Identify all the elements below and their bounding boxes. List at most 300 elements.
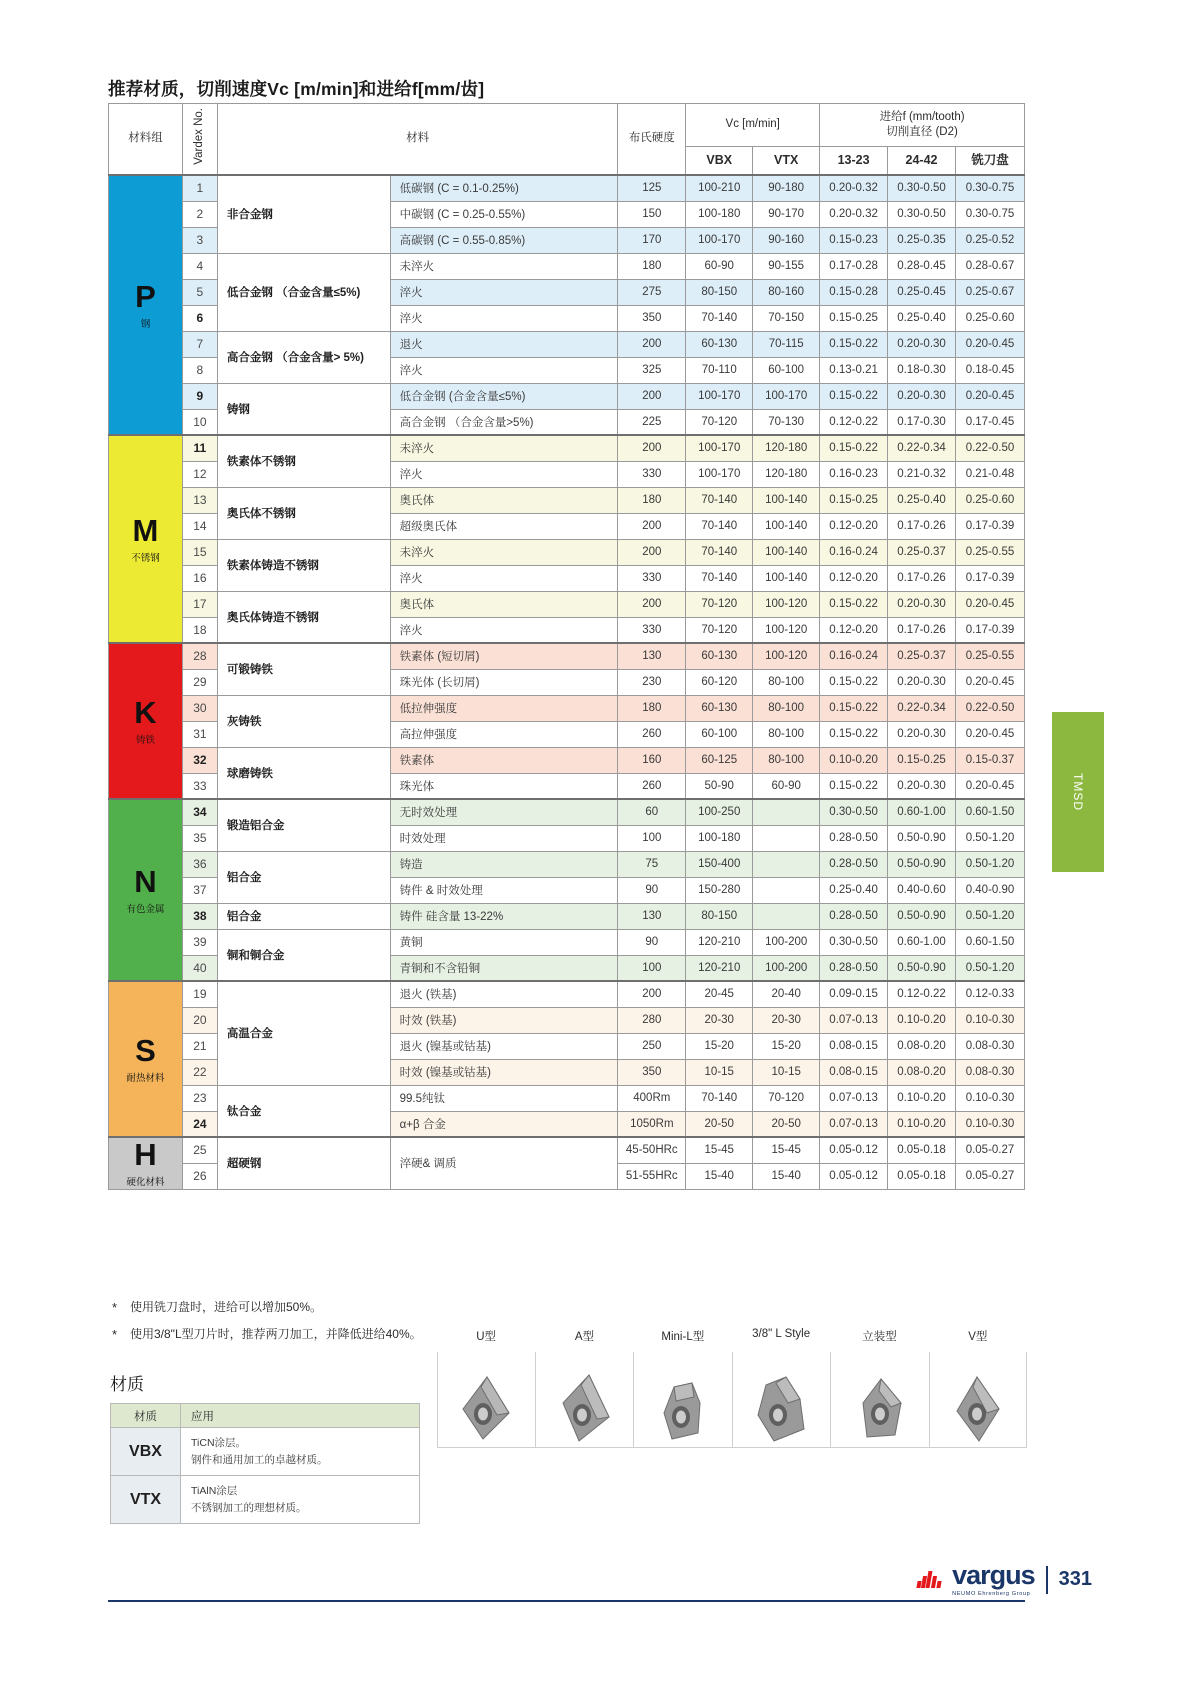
feed-cutter-cell: 0.25-0.67 — [955, 279, 1024, 305]
feed-24-42-cell: 0.10-0.20 — [888, 1085, 956, 1111]
material-family-cell: 低合金钢 （合金含量≤5%) — [217, 253, 390, 331]
vbx-cell: 60-120 — [686, 669, 753, 695]
material-cell: 低合金钢 (合金含量≤5%) — [390, 383, 618, 409]
vtx-cell: 120-180 — [753, 435, 820, 461]
feed-24-42-cell: 0.25-0.45 — [888, 279, 956, 305]
vargus-logo-icon — [917, 1571, 941, 1588]
vtx-cell: 90-170 — [753, 201, 820, 227]
material-family-cell: 铸钢 — [217, 383, 390, 435]
grade-desc-vtx-line1: TiAlN涂层 — [191, 1485, 238, 1498]
feed-24-42-cell: 0.50-0.90 — [888, 825, 956, 851]
feed-24-42-cell: 0.08-0.20 — [888, 1059, 956, 1085]
brand-divider — [1046, 1566, 1048, 1594]
hardness-cell: 275 — [618, 279, 686, 305]
vtx-cell: 70-115 — [753, 331, 820, 357]
vbx-cell: 70-140 — [686, 305, 753, 331]
vtx-cell: 100-140 — [753, 539, 820, 565]
table-row — [109, 1137, 1025, 1163]
header-vtx: VTX — [753, 147, 820, 175]
asterisk-icon: * — [112, 1326, 118, 1342]
vardex-no-cell: 31 — [182, 721, 217, 747]
gallery-label-6: V型 — [968, 1331, 988, 1343]
material-cell: α+β 合金 — [390, 1111, 618, 1137]
hardness-cell: 260 — [618, 773, 686, 799]
material-cell: 退火 — [390, 331, 618, 357]
vtx-cell — [753, 903, 820, 929]
material-family-cell: 球磨铸铁 — [217, 747, 390, 799]
feed-24-42-cell: 0.25-0.40 — [888, 487, 956, 513]
vardex-no-cell: 3 — [182, 227, 217, 253]
page-title: 推荐材质，切削速度Vc [m/min]和进给f[mm/齿] — [108, 79, 485, 99]
material-family-cell: 铝合金 — [217, 903, 390, 929]
vbx-cell: 60-100 — [686, 721, 753, 747]
feed-13-23-cell: 0.12-0.20 — [820, 513, 888, 539]
feed-13-23-cell: 0.13-0.21 — [820, 357, 888, 383]
grade-desc-vtx — [181, 1476, 420, 1524]
vtx-cell: 80-160 — [753, 279, 820, 305]
feed-cutter-cell: 0.17-0.39 — [955, 617, 1024, 643]
vbx-cell: 80-150 — [686, 279, 753, 305]
hardness-cell: 260 — [618, 721, 686, 747]
vardex-no-cell: 30 — [182, 695, 217, 721]
feed-cutter-cell: 0.18-0.45 — [955, 357, 1024, 383]
header-vardex-no — [182, 104, 217, 176]
feed-24-42-cell: 0.30-0.50 — [888, 201, 956, 227]
vardex-no-cell: 19 — [182, 981, 217, 1007]
group-letter: K — [134, 694, 157, 730]
footnote-1 — [110, 1300, 810, 1316]
feed-13-23-cell: 0.12-0.22 — [820, 409, 888, 435]
vtx-cell: 100-140 — [753, 513, 820, 539]
feed-24-42-cell: 0.60-1.00 — [888, 799, 956, 825]
feed-cutter-cell: 0.50-1.20 — [955, 955, 1024, 981]
material-cell: 铁素体 — [390, 747, 618, 773]
vtx-cell: 20-30 — [753, 1007, 820, 1033]
group-letter: N — [134, 863, 157, 899]
gallery-right-rule — [1026, 1352, 1027, 1447]
material-cell: 铸造 — [390, 851, 618, 877]
hardness-cell: 180 — [618, 695, 686, 721]
material-cell: 珠光体 (长切屑) — [390, 669, 618, 695]
feed-13-23-cell: 0.12-0.20 — [820, 565, 888, 591]
vbx-cell: 60-125 — [686, 747, 753, 773]
table-row — [109, 903, 1025, 929]
insert-image-4 — [732, 1352, 831, 1447]
vbx-cell: 100-170 — [686, 461, 753, 487]
vardex-no-cell: 14 — [182, 513, 217, 539]
group-sublabel: 钢 — [140, 318, 151, 330]
hardness-cell: 400Rm — [618, 1085, 686, 1111]
feed-cutter-cell: 0.50-1.20 — [955, 825, 1024, 851]
material-group-n — [109, 799, 183, 981]
grade-name-vtx: VTX — [111, 1476, 181, 1524]
vbx-cell: 60-130 — [686, 331, 753, 357]
header-feed-line1: 进给f (mm/tooth) — [879, 110, 965, 123]
vtx-cell: 80-100 — [753, 695, 820, 721]
vardex-no-cell: 18 — [182, 617, 217, 643]
hardness-cell: 90 — [618, 877, 686, 903]
grade-desc-vbx-line1: TiCN涂层。 — [191, 1437, 247, 1450]
vardex-no-cell: 13 — [182, 487, 217, 513]
vtx-cell: 20-50 — [753, 1111, 820, 1137]
side-tab-label: TMSD — [1071, 773, 1085, 811]
material-cell: 淬火 — [390, 461, 618, 487]
material-cell: 高合金钢 （合金含量>5%) — [390, 409, 618, 435]
vtx-cell: 100-200 — [753, 929, 820, 955]
vbx-cell: 100-180 — [686, 825, 753, 851]
hardness-cell: 250 — [618, 1033, 686, 1059]
vbx-cell: 60-90 — [686, 253, 753, 279]
feed-cutter-cell: 0.30-0.75 — [955, 201, 1024, 227]
vardex-no-cell: 36 — [182, 851, 217, 877]
feed-cutter-cell: 0.20-0.45 — [955, 773, 1024, 799]
hardness-cell: 180 — [618, 253, 686, 279]
feed-13-23-cell: 0.15-0.22 — [820, 773, 888, 799]
gallery-label-5: 立装型 — [862, 1331, 897, 1343]
material-cell: 奥氏体 — [390, 487, 618, 513]
header-cutter: 铣刀盘 — [955, 147, 1024, 175]
grade-desc-vbx-line2: 钢件和通用加工的卓越材质。 — [191, 1453, 328, 1466]
vbx-cell: 120-210 — [686, 955, 753, 981]
footnotes — [110, 1300, 810, 1353]
vbx-cell: 100-180 — [686, 201, 753, 227]
hardness-cell: 150 — [618, 201, 686, 227]
material-cell: 时效 (镍基或钴基) — [390, 1059, 618, 1085]
gallery-bottom-rule — [437, 1447, 1027, 1448]
grades-table — [110, 1403, 420, 1524]
material-cell: 铁素体 (短切屑) — [390, 643, 618, 669]
vtx-cell: 100-140 — [753, 565, 820, 591]
hardness-cell: 200 — [618, 383, 686, 409]
feed-13-23-cell: 0.15-0.22 — [820, 721, 888, 747]
feed-cutter-cell: 0.10-0.30 — [955, 1007, 1024, 1033]
feed-24-42-cell: 0.17-0.30 — [888, 409, 956, 435]
vbx-cell: 100-170 — [686, 227, 753, 253]
vtx-cell: 80-100 — [753, 721, 820, 747]
feed-13-23-cell: 0.17-0.28 — [820, 253, 888, 279]
vbx-cell: 50-90 — [686, 773, 753, 799]
material-group-k — [109, 643, 183, 799]
hardness-cell: 330 — [618, 461, 686, 487]
vtx-cell: 70-130 — [753, 409, 820, 435]
vardex-no-cell: 5 — [182, 279, 217, 305]
vardex-no-cell: 34 — [182, 799, 217, 825]
cutting-data-table — [108, 103, 1025, 1190]
vtx-cell: 100-120 — [753, 643, 820, 669]
material-cell: 退火 (镍基或钴基) — [390, 1033, 618, 1059]
vardex-no-cell: 12 — [182, 461, 217, 487]
gallery-label-2: A型 — [574, 1331, 595, 1343]
hardness-cell: 225 — [618, 409, 686, 435]
vtx-cell: 80-100 — [753, 669, 820, 695]
group-letter: S — [135, 1032, 156, 1068]
vtx-cell — [753, 799, 820, 825]
feed-cutter-cell: 0.08-0.30 — [955, 1059, 1024, 1085]
vardex-no-cell: 17 — [182, 591, 217, 617]
feed-24-42-cell: 0.10-0.20 — [888, 1007, 956, 1033]
material-cell: 无时效处理 — [390, 799, 618, 825]
feed-cutter-cell: 0.25-0.60 — [955, 305, 1024, 331]
insert-image-6 — [929, 1352, 1028, 1447]
header-vc-span: Vc [m/min] — [686, 104, 820, 147]
grade-row-vbx — [111, 1428, 420, 1476]
feed-cutter-cell: 0.08-0.30 — [955, 1033, 1024, 1059]
vardex-no-cell: 40 — [182, 955, 217, 981]
material-family-cell: 钛合金 — [217, 1085, 390, 1137]
vardex-no-cell: 29 — [182, 669, 217, 695]
vtx-cell: 100-200 — [753, 955, 820, 981]
vtx-cell: 100-140 — [753, 487, 820, 513]
material-cell: 青铜和不含铅铜 — [390, 955, 618, 981]
material-group-p — [109, 175, 183, 435]
feed-24-42-cell: 0.18-0.30 — [888, 357, 956, 383]
table-row — [109, 851, 1025, 877]
hardness-cell: 200 — [618, 539, 686, 565]
vbx-cell: 70-120 — [686, 409, 753, 435]
feed-cutter-cell: 0.20-0.45 — [955, 331, 1024, 357]
feed-13-23-cell: 0.07-0.13 — [820, 1007, 888, 1033]
vardex-no-cell: 25 — [182, 1137, 217, 1163]
vbx-cell: 100-170 — [686, 435, 753, 461]
hardness-cell: 100 — [618, 825, 686, 851]
hardness-cell: 350 — [618, 1059, 686, 1085]
insert-gallery-labels — [437, 1328, 1027, 1344]
vbx-cell: 70-140 — [686, 539, 753, 565]
feed-13-23-cell: 0.20-0.32 — [820, 175, 888, 201]
hardness-cell: 51-55HRc — [618, 1163, 686, 1189]
material-cell: 淬火 — [390, 279, 618, 305]
feed-cutter-cell: 0.50-1.20 — [955, 903, 1024, 929]
material-family-cell: 超硬钢 — [217, 1137, 390, 1189]
gallery-label-4: 3/8" L Style — [752, 1328, 811, 1340]
vardex-no-cell: 1 — [182, 175, 217, 201]
table-header — [109, 104, 1025, 176]
material-family-cell: 铜和铜合金 — [217, 929, 390, 981]
group-sublabel: 有色金属 — [126, 903, 165, 915]
table-row — [109, 253, 1025, 279]
feed-24-42-cell: 0.12-0.22 — [888, 981, 956, 1007]
feed-cutter-cell: 0.10-0.30 — [955, 1111, 1024, 1137]
table-row — [109, 1085, 1025, 1111]
hardness-cell: 230 — [618, 669, 686, 695]
hardness-cell: 200 — [618, 981, 686, 1007]
table-row — [109, 981, 1025, 1007]
table-row — [109, 591, 1025, 617]
feed-24-42-cell: 0.08-0.20 — [888, 1033, 956, 1059]
header-d13-23: 13-23 — [820, 147, 888, 175]
asterisk-icon: * — [112, 1300, 118, 1315]
feed-24-42-cell: 0.10-0.20 — [888, 1111, 956, 1137]
feed-cutter-cell: 0.10-0.30 — [955, 1085, 1024, 1111]
vtx-cell: 70-150 — [753, 305, 820, 331]
material-family-cell: 奥氏体不锈钢 — [217, 487, 390, 539]
feed-cutter-cell: 0.05-0.27 — [955, 1137, 1024, 1163]
table-body — [109, 175, 1025, 1189]
header-d24-42: 24-42 — [888, 147, 956, 175]
group-sublabel: 耐热材料 — [126, 1072, 165, 1084]
feed-13-23-cell: 0.15-0.22 — [820, 331, 888, 357]
feed-24-42-cell: 0.20-0.30 — [888, 591, 956, 617]
vbx-cell: 70-110 — [686, 357, 753, 383]
header-hardness: 布氏硬度 — [618, 104, 686, 176]
hardness-cell: 160 — [618, 747, 686, 773]
material-group-h — [109, 1137, 183, 1189]
vardex-no-cell: 24 — [182, 1111, 217, 1137]
feed-24-42-cell: 0.25-0.37 — [888, 643, 956, 669]
hardness-cell: 350 — [618, 305, 686, 331]
feed-13-23-cell: 0.20-0.32 — [820, 201, 888, 227]
material-family-cell: 锻造铝合金 — [217, 799, 390, 851]
grade-desc-vbx — [181, 1428, 420, 1476]
feed-24-42-cell: 0.20-0.30 — [888, 773, 956, 799]
material-cell: 退火 (铁基) — [390, 981, 618, 1007]
vbx-cell: 70-140 — [686, 513, 753, 539]
material-cell: 淬硬& 调质 — [390, 1137, 618, 1189]
feed-cutter-cell: 0.20-0.45 — [955, 591, 1024, 617]
feed-24-42-cell: 0.25-0.35 — [888, 227, 956, 253]
feed-cutter-cell: 0.20-0.45 — [955, 669, 1024, 695]
vtx-cell: 15-40 — [753, 1163, 820, 1189]
vardex-no-cell: 22 — [182, 1059, 217, 1085]
vardex-no-cell: 20 — [182, 1007, 217, 1033]
side-tab-tmsd[interactable] — [1052, 712, 1104, 872]
gallery-left-rule — [437, 1352, 438, 1447]
vbx-cell: 60-130 — [686, 643, 753, 669]
vbx-cell: 100-170 — [686, 383, 753, 409]
feed-cutter-cell: 0.17-0.45 — [955, 409, 1024, 435]
feed-13-23-cell: 0.16-0.24 — [820, 539, 888, 565]
feed-24-42-cell: 0.20-0.30 — [888, 721, 956, 747]
feed-13-23-cell: 0.16-0.24 — [820, 643, 888, 669]
material-cell: 奥氏体 — [390, 591, 618, 617]
vbx-cell: 20-30 — [686, 1007, 753, 1033]
feed-13-23-cell: 0.28-0.50 — [820, 955, 888, 981]
table-row — [109, 695, 1025, 721]
material-family-cell: 灰铸铁 — [217, 695, 390, 747]
hardness-cell: 200 — [618, 435, 686, 461]
hardness-cell: 330 — [618, 617, 686, 643]
group-letter: P — [135, 278, 156, 314]
feed-cutter-cell: 0.15-0.37 — [955, 747, 1024, 773]
hardness-cell: 90 — [618, 929, 686, 955]
hardness-cell: 1050Rm — [618, 1111, 686, 1137]
feed-24-42-cell: 0.20-0.30 — [888, 383, 956, 409]
group-sublabel: 不锈钢 — [131, 552, 160, 564]
feed-13-23-cell: 0.16-0.23 — [820, 461, 888, 487]
feed-24-42-cell: 0.17-0.26 — [888, 513, 956, 539]
vbx-cell: 150-280 — [686, 877, 753, 903]
table-row — [109, 929, 1025, 955]
header-feed-span — [820, 104, 1025, 147]
vardex-no-cell: 38 — [182, 903, 217, 929]
gallery-label-1: U型 — [476, 1331, 497, 1343]
vardex-no-cell: 8 — [182, 357, 217, 383]
material-cell: 高碳钢 (C = 0.55-0.85%) — [390, 227, 618, 253]
group-sublabel: 硬化材料 — [126, 1176, 165, 1188]
material-cell: 低拉伸强度 — [390, 695, 618, 721]
feed-13-23-cell: 0.07-0.13 — [820, 1111, 888, 1137]
material-family-cell: 铁素体不锈钢 — [217, 435, 390, 487]
feed-24-42-cell: 0.30-0.50 — [888, 175, 956, 201]
feed-cutter-cell: 0.40-0.90 — [955, 877, 1024, 903]
material-cell: 黄铜 — [390, 929, 618, 955]
feed-cutter-cell: 0.12-0.33 — [955, 981, 1024, 1007]
feed-13-23-cell: 0.15-0.23 — [820, 227, 888, 253]
gallery-label-3: Mini-L型 — [661, 1331, 705, 1343]
feed-24-42-cell: 0.40-0.60 — [888, 877, 956, 903]
vardex-no-cell: 32 — [182, 747, 217, 773]
feed-24-42-cell: 0.25-0.37 — [888, 539, 956, 565]
vtx-cell: 20-40 — [753, 981, 820, 1007]
table-row — [109, 799, 1025, 825]
feed-cutter-cell: 0.22-0.50 — [955, 435, 1024, 461]
hardness-cell: 130 — [618, 643, 686, 669]
hardness-cell: 200 — [618, 331, 686, 357]
feed-cutter-cell: 0.17-0.39 — [955, 513, 1024, 539]
vardex-no-cell: 7 — [182, 331, 217, 357]
feed-13-23-cell: 0.05-0.12 — [820, 1163, 888, 1189]
material-family-cell: 铁素体铸造不锈钢 — [217, 539, 390, 591]
feed-cutter-cell: 0.21-0.48 — [955, 461, 1024, 487]
feed-cutter-cell: 0.60-1.50 — [955, 799, 1024, 825]
hardness-cell: 125 — [618, 175, 686, 201]
material-family-cell: 可锻铸铁 — [217, 643, 390, 695]
vbx-cell: 70-120 — [686, 591, 753, 617]
material-family-cell: 高温合金 — [217, 981, 390, 1085]
hardness-cell: 325 — [618, 357, 686, 383]
grade-row-vtx — [111, 1476, 420, 1524]
vtx-cell: 90-155 — [753, 253, 820, 279]
group-sublabel: 铸铁 — [135, 734, 155, 746]
vardex-no-cell: 10 — [182, 409, 217, 435]
feed-cutter-cell: 0.17-0.39 — [955, 565, 1024, 591]
feed-24-42-cell: 0.22-0.34 — [888, 695, 956, 721]
material-group-m — [109, 435, 183, 643]
feed-13-23-cell: 0.15-0.22 — [820, 591, 888, 617]
feed-13-23-cell: 0.10-0.20 — [820, 747, 888, 773]
feed-cutter-cell: 0.50-1.20 — [955, 851, 1024, 877]
vbx-cell: 80-150 — [686, 903, 753, 929]
vardex-no-cell: 4 — [182, 253, 217, 279]
material-cell: 铸件 硅含量 13-22% — [390, 903, 618, 929]
feed-cutter-cell: 0.60-1.50 — [955, 929, 1024, 955]
feed-13-23-cell: 0.15-0.22 — [820, 435, 888, 461]
feed-24-42-cell: 0.50-0.90 — [888, 955, 956, 981]
material-cell: 超级奥氏体 — [390, 513, 618, 539]
hardness-cell: 280 — [618, 1007, 686, 1033]
brand-subtitle: NEUMO Ehrenberg Group — [952, 1591, 1031, 1597]
feed-13-23-cell: 0.08-0.15 — [820, 1059, 888, 1085]
material-family-cell: 高合金钢 （合金含量> 5%) — [217, 331, 390, 383]
vtx-cell: 70-120 — [753, 1085, 820, 1111]
vardex-no-cell: 6 — [182, 305, 217, 331]
material-cell: 珠光体 — [390, 773, 618, 799]
vbx-cell: 20-50 — [686, 1111, 753, 1137]
hardness-cell: 130 — [618, 903, 686, 929]
feed-13-23-cell: 0.15-0.28 — [820, 279, 888, 305]
header-vardex-no-text: Vardex No. — [193, 108, 206, 165]
vbx-cell: 70-140 — [686, 1085, 753, 1111]
material-cell: 低碳钢 (C = 0.1-0.25%) — [390, 175, 618, 201]
material-cell: 时效处理 — [390, 825, 618, 851]
feed-13-23-cell: 0.15-0.22 — [820, 383, 888, 409]
vtx-cell: 120-180 — [753, 461, 820, 487]
feed-13-23-cell: 0.28-0.50 — [820, 825, 888, 851]
feed-13-23-cell: 0.30-0.50 — [820, 799, 888, 825]
hardness-cell: 45-50HRc — [618, 1137, 686, 1163]
grades-section-title: 材质 — [110, 1375, 144, 1394]
hardness-cell: 200 — [618, 591, 686, 617]
